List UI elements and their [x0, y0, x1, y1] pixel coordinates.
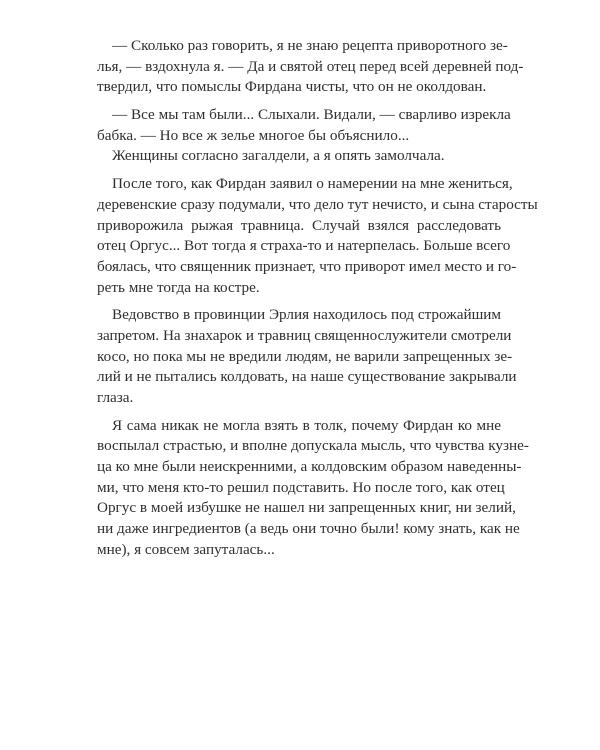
text-line: — Все мы там были... Слыхали. Видали, — сварливо изрекла — [112, 106, 511, 124]
text-line: твердил, что помыслы Фирдана чисты, что он не околдован. — [97, 78, 487, 96]
text-line: Я сама никак не могла взять в толк, почему Фирдан ко мне — [112, 416, 501, 434]
text-line: боялась, что священник признает, что приворот имел место и го- — [97, 257, 517, 275]
text-line: Женщины согласно загалдели, а я опять замолчала. — [112, 147, 445, 165]
text-line: воспылал страстью, и вполне допускала мысль, что чувства кузне- — [97, 437, 529, 455]
text-line: деревенские сразу подумали, что дело тут нечисто, и сына старосты — [97, 195, 538, 213]
body-text — [97, 36, 538, 561]
text-line: Ведовство в провинции Эрлия находилось под строжайшим — [112, 306, 501, 324]
text-line: косо, но пока мы не вредили людям, не варили запрещенных зе- — [97, 347, 513, 365]
text-line: запретом. На знахарок и травниц священнослужители смотрели — [97, 326, 512, 344]
text-line: лья, — вздохнула я. — Да и святой отец перед всей деревней под- — [97, 57, 524, 75]
paragraph-6 — [97, 416, 529, 561]
text-line: После того, как Фирдан заявил о намерении на мне жениться, — [112, 175, 513, 193]
text-line: — Сколько раз говорить, я не знаю рецепта приворотного зе- — [112, 37, 508, 54]
text-line: приворожила рыжая травница. Случай взялся расследовать — [97, 216, 501, 234]
paragraph-4 — [97, 174, 538, 298]
paragraph-5 — [97, 305, 517, 408]
text-line: ни даже ингредиентов (а ведь они точно были! кому знать, как не — [97, 520, 520, 538]
text-line: глаза. — [97, 389, 134, 406]
text-line: отец Оргус... Вот тогда я страха-то и натерпелась. Больше всего — [97, 237, 511, 255]
text-line: ми, что меня кто-то решил подставить. Но после того, как отец — [97, 478, 505, 496]
paragraph-2 — [97, 105, 511, 146]
text-line: лий и не пытались колдовать, на наше существование закрывали — [97, 368, 517, 386]
paragraph-1 — [97, 36, 524, 98]
text-line: бабка. — Но все ж зелье многое бы объяснило... — [97, 126, 410, 144]
text-line: Оргус в моей избушке не нашел ни запрещенных книг, ни зелий, — [97, 499, 516, 517]
text-line: ца ко мне были неискренними, а колдовским образом наведенны- — [97, 458, 522, 476]
paragraph-3 — [97, 146, 501, 167]
text-line: реть мне тогда на костре. — [97, 278, 260, 296]
text-line: мне), я совсем запуталась... — [97, 540, 275, 558]
